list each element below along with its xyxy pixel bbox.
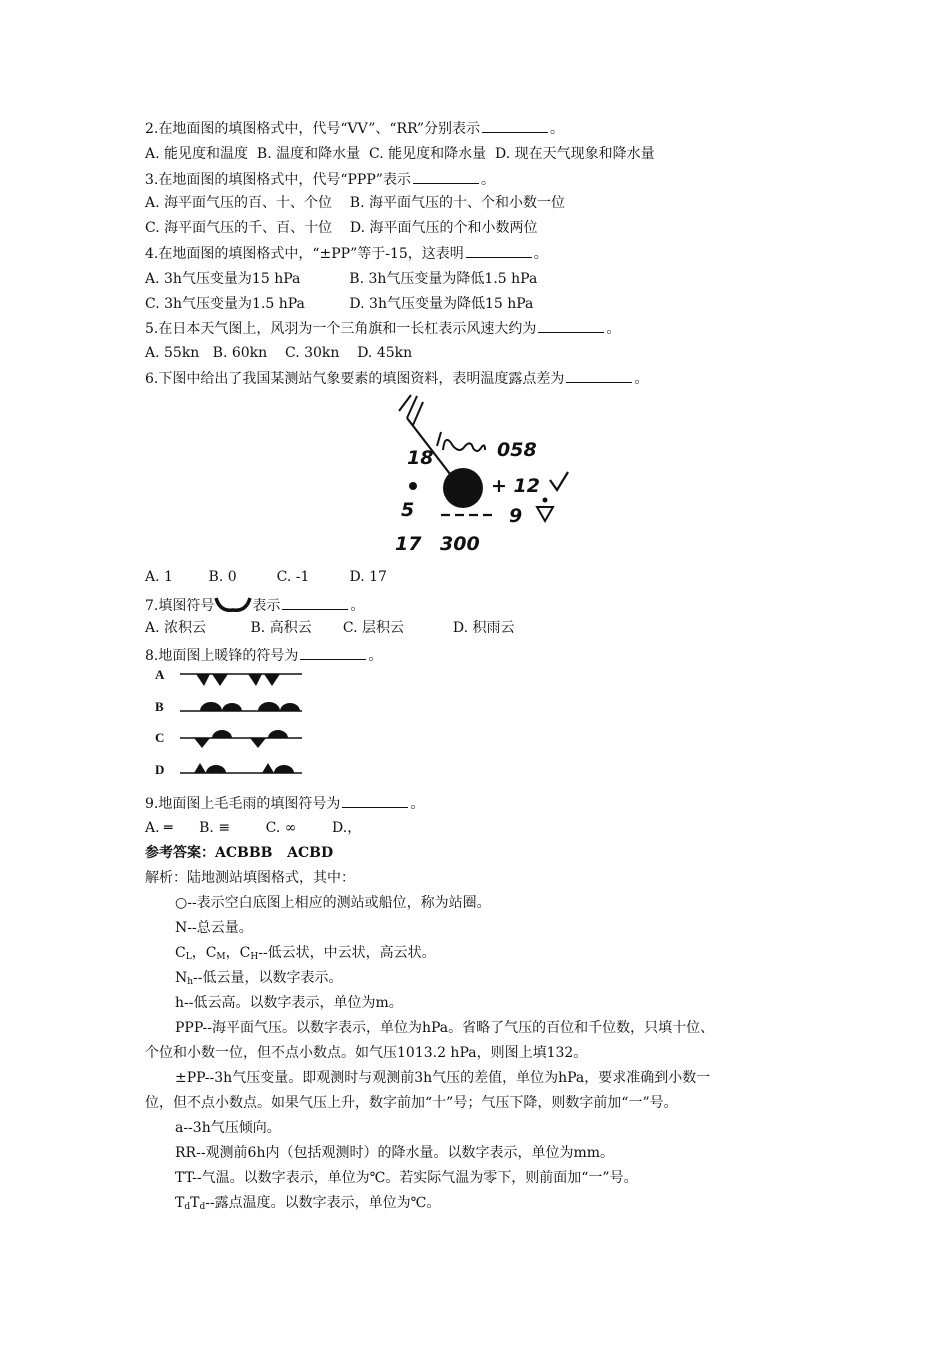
cloud-height-value: 300	[440, 533, 480, 555]
q4-stem: 4.在地面图的填图格式中，“±PP”等于-15，这表明 。	[145, 243, 548, 264]
analysis-nh: $N_h--$低云量，以数字表示。	[175, 970, 343, 987]
q3-stem: 3.在地面图的填图格式中，代号“PPP”表示 。	[145, 169, 495, 190]
q3-options-1: A. 海平面气压的百、十、个位 B. 海平面气压的十、个和小数一位	[145, 195, 565, 211]
cloud-stroke	[437, 432, 441, 446]
analysis-intro: 解析：陆地测站填图格式，其中：	[145, 870, 355, 886]
analysis-circle: ○--表示空白底图上相应的测站或船位，称为站圈。	[175, 895, 491, 911]
front-option-b-icon	[178, 694, 306, 716]
tendency-check-icon	[550, 472, 568, 490]
front-option-d-label: D	[155, 762, 165, 777]
analysis-ppp-2: 个位和小数一位，但不点小数点。如气压1013.2 hPa，则图上填132。	[145, 1045, 588, 1061]
analysis-a: a--3h气压倾向。	[175, 1120, 281, 1136]
q4-options-2: C. 3h气压变量为1.5 hPa D. 3h气压变量为降低15 hPa	[145, 296, 534, 312]
pressure-value: 058	[497, 439, 537, 461]
station-circle-icon	[443, 468, 483, 508]
shower-triangle-icon	[537, 507, 553, 521]
q6-options: A. 1 B. 0 C. -1 D. 17	[145, 569, 387, 585]
wind-barb	[413, 402, 423, 425]
wind-barb	[399, 395, 411, 411]
cloud-symbol-icon	[214, 594, 252, 614]
front-option-c-icon	[178, 726, 306, 750]
analysis-pp-2: 位，但不点小数点。如果气压上升，数字前加“十”号；气压下降，则数字前加“一”号。	[145, 1095, 678, 1111]
answer-blank[interactable]	[566, 368, 632, 383]
answer-blank[interactable]	[538, 318, 604, 333]
cloud-symbol-icon	[443, 440, 485, 451]
answer-blank[interactable]	[282, 595, 348, 610]
answer-blank[interactable]	[466, 243, 532, 258]
q9-options: A. ═ B. ≡ C. ∞ D.，	[145, 820, 362, 836]
answer-blank[interactable]	[342, 793, 408, 808]
analysis-ppp-1: PPP--海平面气压。以数字表示，单位为hPa。省略了气压的百位和千位数，只填十位、	[175, 1020, 715, 1036]
q4-options-1: A. 3h气压变量为15 hPa B. 3h气压变量为降低1.5 hPa	[145, 271, 538, 287]
visibility-value: 5	[401, 499, 415, 521]
answer-blank[interactable]	[482, 118, 548, 133]
station-plot-figure	[385, 392, 585, 562]
shower-dot	[543, 498, 548, 503]
q5-options: A. 55kn B. 60kn C. 30kn D. 45kn	[145, 345, 413, 361]
analysis-pp-1: ±PP--3h气压变量。即观测时与观测前3h气压的差值，单位为hPa，要求准确到小数一	[175, 1070, 711, 1086]
q8-stem: 8.地面图上暖锋的符号为 。	[145, 645, 382, 666]
tendency-value: + 12	[491, 475, 540, 497]
q3-options-2: C. 海平面气压的千、百、十位 D. 海平面气压的个和小数两位	[145, 220, 538, 236]
q7-stem: 7.填图符号 表示 。	[145, 594, 364, 616]
temperature-value: 18	[407, 447, 434, 469]
front-option-a-icon	[178, 668, 306, 690]
analysis-rr: RR--观测前6h内（包括观测时）的降水量。以数字表示，单位为mm。	[175, 1145, 615, 1161]
q5-stem: 5.在日本天气图上，风羽为一个三角旗和一长杠表示风速大约为 。	[145, 318, 620, 339]
answer-blank[interactable]	[413, 169, 479, 184]
q2-options: A. 能见度和温度 B. 温度和降水量 C. 能见度和降水量 D. 现在天气现象和降水量	[145, 146, 655, 162]
front-option-c-label: C	[155, 730, 165, 745]
pressure-change-value: 9	[509, 505, 523, 527]
analysis-cloud-types: $C_L$，$C_M$，$C_H--$低云状，中云状，高云状。	[175, 945, 436, 962]
front-option-a-label: A	[155, 667, 165, 682]
front-option-d-icon	[178, 758, 306, 778]
front-option-b-label: B	[155, 699, 164, 714]
answer-blank[interactable]	[300, 645, 366, 660]
analysis-tt: TT--气温。以数字表示，单位为℃。若实际气温为零下，则前面加“一”号。	[175, 1170, 638, 1186]
weather-dot-icon	[409, 482, 417, 490]
reference-answer: 参考答案：ACBBB ACBD	[145, 845, 334, 861]
q2-stem: 2.在地面图的填图格式中，代号“VV”、“RR”分别表示 。	[145, 118, 564, 139]
analysis-h: h--低云高。以数字表示，单位为m。	[175, 995, 403, 1011]
analysis-td: $T_dT_d--$露点温度。以数字表示，单位为℃。	[175, 1195, 441, 1212]
analysis-n: N--总云量。	[175, 920, 253, 936]
q9-stem: 9.地面图上毛毛雨的填图符号为 。	[145, 793, 424, 814]
dewpoint-value: 17	[395, 533, 422, 555]
q7-options: A. 浓积云 B. 高积云 C. 层积云 D. 积雨云	[145, 620, 515, 636]
q6-stem: 6.下图中给出了我国某测站气象要素的填图资料，表明温度露点差为 。	[145, 368, 648, 389]
